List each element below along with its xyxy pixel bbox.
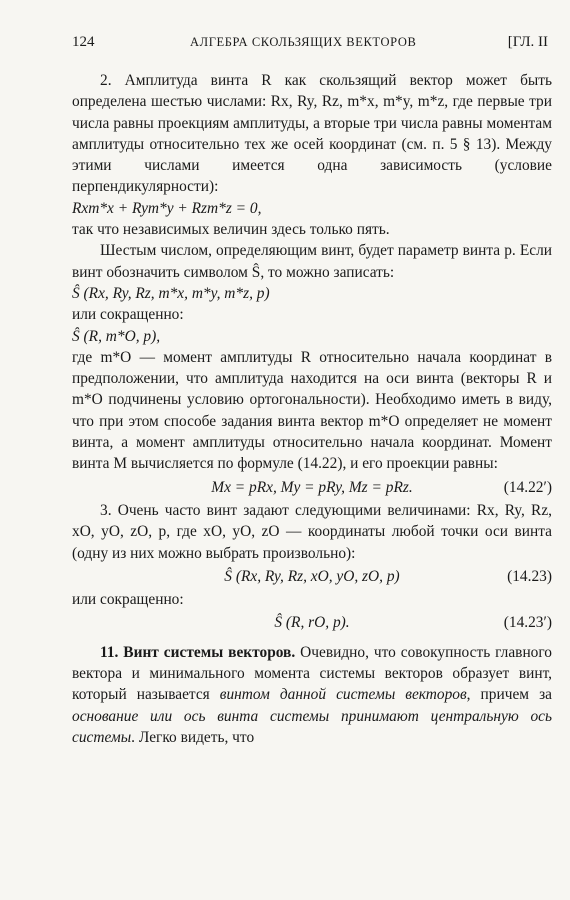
chapter-label: [ГЛ. II: [507, 34, 548, 50]
paragraph-five-values: так что независимых величин здесь только пять.: [72, 221, 390, 239]
equation-14-23-prime: [72, 612, 552, 633]
equation-number: (14.22′): [503, 478, 552, 496]
equation-body: Ŝ (Rx, Ry, Rz, xO, yO, zO, p): [224, 567, 400, 585]
paragraph-abbrev-2: или сокращенно:: [72, 591, 184, 609]
equation-14-22-prime: [72, 477, 552, 498]
section-11-text-a: Очевидно, что совокупность главного вектора и минимального момента системы векторов образует винт, который называется: [72, 643, 552, 704]
page-body: [72, 70, 552, 748]
equation-number: (14.23′): [503, 614, 552, 632]
equation-14-23: [72, 566, 552, 587]
paragraph-3: 3. Очень часто винт задают следующими величинами: Rx, Ry, Rz, xO, yO, zO, p, где xO, yO, zO — координаты любой точки оси винта (одну из них можно выбрать произвольно):: [72, 501, 552, 562]
section-11-text-c: , причем за: [466, 686, 552, 704]
paragraph-2: 2. Амплитуда винта R как скользящий вектор может быть определена шестью числами: Rx, Ry, Rz, m*x, m*y, m*z, где первые три числа равны проекциям амплитуды, а вторые три числа равны моментам амплитуды относительно тех же осей координат (см. п. 5 § 13). Между этими числами имеется одна зависимость (условие перпендикулярности):: [72, 72, 552, 196]
screw-symbol-short: Ŝ (R, m*O, p),: [72, 327, 161, 345]
section-11-term-b: основание или ось винта системы принимают центральную ось системы: [72, 707, 552, 746]
paragraph-abbrev-1: или сокращенно:: [72, 306, 184, 324]
paragraph-parameter: Шестым числом, определяющим винт, будет параметр винта p. Если винт обозначить символом Ŝ, то можно записать:: [72, 242, 552, 281]
section-11-term-a: винтом данной системы векторов: [219, 686, 467, 704]
page-header: [72, 34, 548, 56]
section-11: [72, 642, 552, 748]
section-11-title: 11. Винт системы векторов.: [100, 643, 296, 661]
section-11-text-e: . Легко видеть, что: [131, 728, 255, 746]
page-number: 124: [72, 34, 95, 50]
orthogonality-formula: Rxm*x + Rym*y + Rzm*z = 0,: [72, 199, 262, 217]
equation-body: Ŝ (R, rO, p).: [274, 614, 350, 632]
screw-symbol-full: Ŝ (Rx, Ry, Rz, m*x, m*y, m*z, p): [72, 284, 270, 302]
equation-body: Mx = pRx, My = pRy, Mz = pRz.: [211, 478, 413, 496]
running-title: АЛГЕБРА СКОЛЬЗЯЩИХ ВЕКТОРОВ: [190, 35, 417, 49]
paragraph-moment: где m*O — момент амплитуды R относительно начала координат в предположении, что амплитуда находится на оси винта (векторы R и m*O подчинены условию ортогональности). Необходимо иметь в виду, что при этом способе задания винта вектор m*O определяет не момент винта, а момент амплитуды относительно начала координат. Момент винта M вычисляется по формуле (14.22), и его проекции равны:: [72, 348, 552, 473]
equation-number: (14.23): [507, 567, 552, 585]
